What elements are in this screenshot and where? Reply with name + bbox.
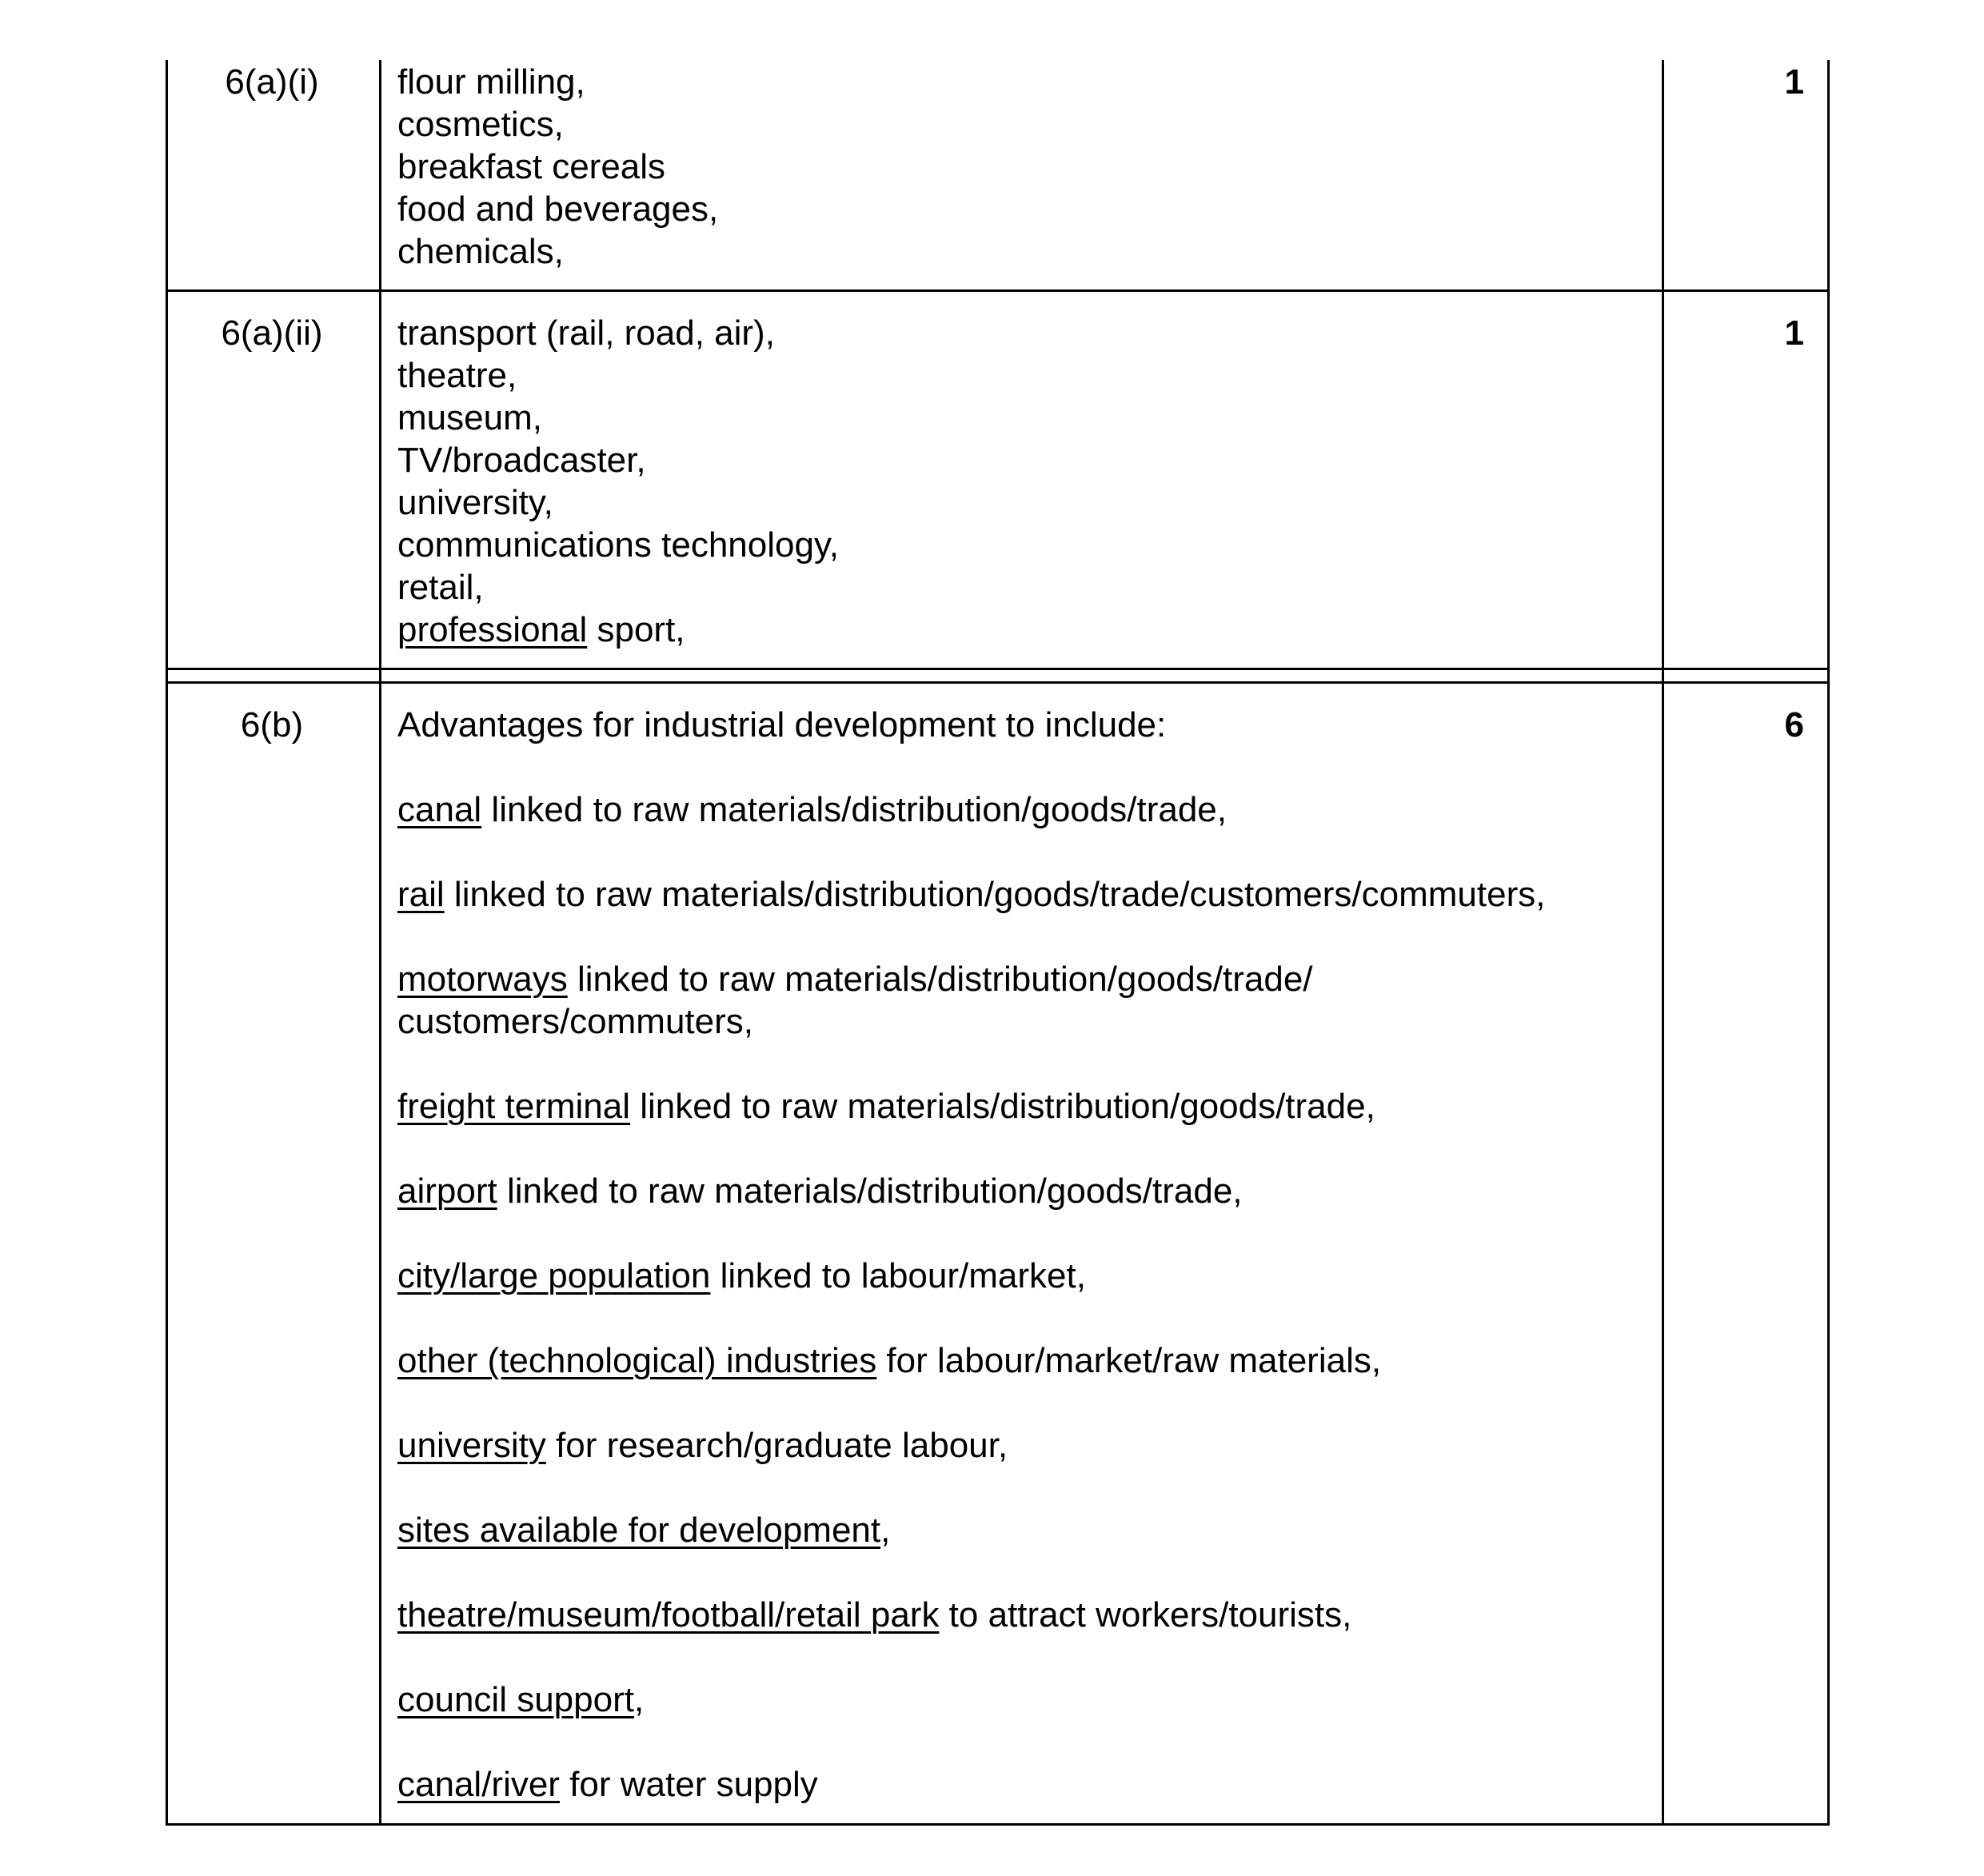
underlined-keyword: rail xyxy=(397,875,445,914)
underlined-keyword: canal xyxy=(397,790,482,829)
answer-text: linked to raw materials/distribution/goods/trade, xyxy=(497,1172,1243,1211)
table-border-bottom xyxy=(166,1823,1830,1826)
row-divider-1 xyxy=(166,289,1830,292)
answer-text: sport, xyxy=(587,610,685,649)
answer-text: linked to raw materials/distribution/goods/trade/ xyxy=(567,960,1313,999)
answer-line: museum, xyxy=(397,398,542,437)
answer-list-6ai xyxy=(397,61,718,273)
underlined-keyword: freight terminal xyxy=(397,1087,631,1126)
underlined-keyword: sites available for development xyxy=(397,1511,881,1550)
answer-text: , xyxy=(880,1511,891,1550)
answer-point xyxy=(397,1763,818,1806)
underlined-keyword: council support xyxy=(397,1680,634,1719)
column-divider-1 xyxy=(379,60,381,1825)
answer-line: food and beverages, xyxy=(397,190,719,229)
answer-line: transport (rail, road, air), xyxy=(397,313,775,353)
answer-text: linked to raw materials/distribution/goods/trade, xyxy=(481,790,1227,829)
answer-point xyxy=(397,1594,1351,1636)
row-divider-2a xyxy=(166,668,1830,670)
answer-point xyxy=(397,1170,1243,1212)
underlined-keyword: professional xyxy=(397,610,588,649)
answer-text: linked to raw materials/distribution/goods/trade/customers/commuters, xyxy=(444,875,1546,914)
underlined-keyword: canal/river xyxy=(397,1765,560,1804)
answer-line: TV/broadcaster, xyxy=(397,441,646,480)
answer-point xyxy=(397,958,1313,1000)
question-number-6aii: 6(a)(ii) xyxy=(221,313,323,353)
answer-point-continuation: customers/commuters, xyxy=(397,1002,753,1041)
answer-list-6aii xyxy=(397,312,839,651)
answer-line: breakfast cereals xyxy=(397,147,666,186)
answer-text: linked to raw materials/distribution/goods/trade, xyxy=(630,1087,1375,1126)
table-border-right xyxy=(1827,60,1830,1825)
underlined-keyword: airport xyxy=(397,1172,497,1211)
underlined-keyword: theatre/museum/football/retail park xyxy=(397,1595,940,1635)
mark-6b: 6 xyxy=(1784,705,1804,744)
answer-line xyxy=(397,609,839,651)
row-divider-2b xyxy=(166,681,1830,684)
underlined-keyword: university xyxy=(397,1426,546,1465)
answer-text: to attract workers/tourists, xyxy=(939,1595,1352,1635)
answer-line: retail, xyxy=(397,568,484,607)
question-number-6ai: 6(a)(i) xyxy=(225,62,319,102)
answer-point xyxy=(397,1085,1375,1128)
answer-point xyxy=(397,1255,1086,1297)
answer-line: communications technology, xyxy=(397,525,839,565)
answer-text: for water supply xyxy=(559,1765,818,1804)
answer-point xyxy=(397,873,1545,916)
column-divider-2 xyxy=(1662,60,1664,1825)
answer-text: , xyxy=(633,1680,645,1719)
answer-point xyxy=(397,1509,890,1551)
answer-line: chemicals, xyxy=(397,232,564,271)
answer-point xyxy=(397,1424,1008,1467)
answer-line: theatre, xyxy=(397,356,517,395)
underlined-keyword: city/large population xyxy=(397,1256,711,1295)
answer-point xyxy=(397,1339,1381,1382)
answer-line: flour milling, xyxy=(397,62,585,102)
question-number-6b: 6(b) xyxy=(240,705,304,744)
answer-point xyxy=(397,788,1227,831)
answer-text: for labour/market/raw materials, xyxy=(876,1341,1382,1380)
mark-6aii: 1 xyxy=(1784,313,1804,353)
answer-line: university, xyxy=(397,483,553,522)
answer-intro-6b: Advantages for industrial development to include: xyxy=(397,705,1167,744)
underlined-keyword: other (technological) industries xyxy=(397,1341,877,1380)
answer-text: for research/graduate labour, xyxy=(545,1426,1008,1465)
answer-text: linked to labour/market, xyxy=(710,1256,1086,1295)
mark-6ai: 1 xyxy=(1784,62,1804,102)
answer-point xyxy=(397,1678,644,1721)
underlined-keyword: motorways xyxy=(397,960,568,999)
answer-line: cosmetics, xyxy=(397,105,564,144)
